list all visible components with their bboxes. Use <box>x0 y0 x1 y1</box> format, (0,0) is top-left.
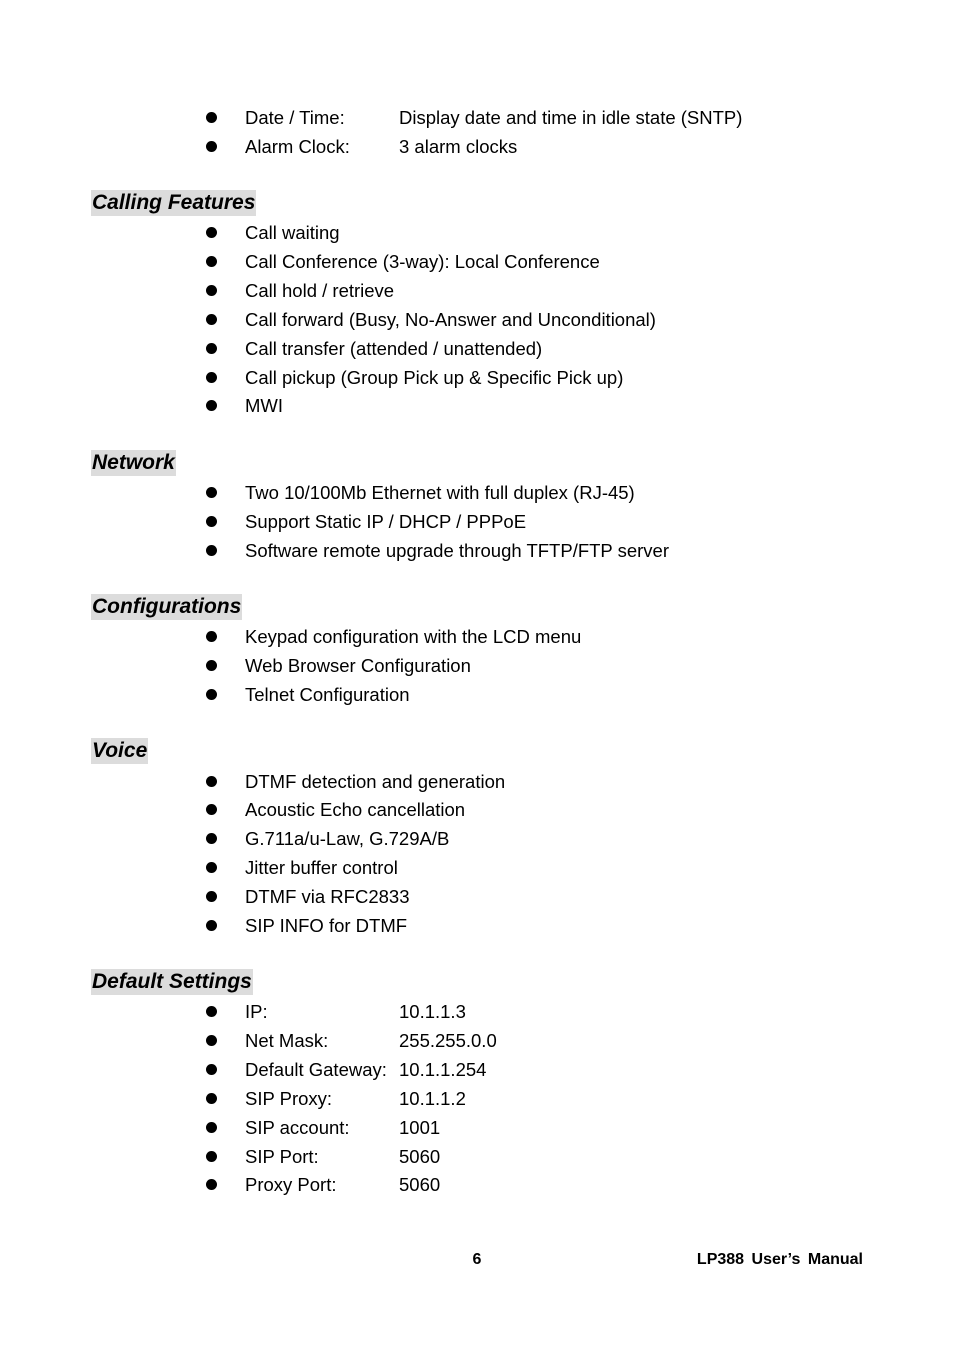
item-text: G.711a/u-Law, G.729A/B <box>245 828 450 849</box>
bullet-icon <box>206 285 217 296</box>
bullet-icon <box>206 776 217 787</box>
setting-label: Default Gateway: <box>245 1059 387 1080</box>
item-value: Display date and time in idle state (SNTP) <box>399 107 743 128</box>
page-number: 6 <box>472 1251 482 1268</box>
manual-title: LP388 User’s Manual <box>696 1251 863 1268</box>
item-text: Call forward (Busy, No-Answer and Unconditional) <box>245 309 656 330</box>
bullet-icon <box>206 1093 217 1104</box>
section-heading-voice: Voice <box>92 739 148 762</box>
setting-value: 10.1.1.2 <box>399 1088 466 1109</box>
item-text: Telnet Configuration <box>245 684 410 705</box>
bullet-icon <box>206 1064 217 1075</box>
section-heading-configurations: Configurations <box>92 595 242 618</box>
setting-value: 5060 <box>399 1146 441 1167</box>
item-text: Web Browser Configuration <box>245 655 471 676</box>
bullet-icon <box>206 891 217 902</box>
bullet-icon <box>206 400 217 411</box>
bullet-icon <box>206 112 217 123</box>
setting-label: SIP account: <box>245 1117 350 1138</box>
item-text: Call Conference (3-way): Local Conference <box>245 251 600 272</box>
bullet-icon <box>206 1179 217 1190</box>
item-text: Call pickup (Group Pick up & Specific Pick up) <box>245 367 624 388</box>
setting-value: 5060 <box>399 1174 441 1195</box>
item-text: SIP INFO for DTMF <box>245 915 408 936</box>
bullet-icon <box>206 256 217 267</box>
bullet-icon <box>206 1122 217 1133</box>
item-text: Software remote upgrade through TFTP/FTP server <box>245 540 669 561</box>
item-text: DTMF detection and generation <box>245 771 506 792</box>
bullet-icon <box>206 1006 217 1017</box>
item-text: MWI <box>245 395 284 416</box>
bullet-icon <box>206 660 217 671</box>
bullet-icon <box>206 1035 217 1046</box>
item-text: DTMF via RFC2833 <box>245 886 410 907</box>
item-text: Keypad configuration with the LCD menu <box>245 626 582 647</box>
bullet-icon <box>206 314 217 325</box>
bullet-icon <box>206 920 217 931</box>
bullet-icon <box>206 804 217 815</box>
item-text: Support Static IP / DHCP / PPPoE <box>245 511 527 532</box>
item-text: Two 10/100Mb Ethernet with full duplex (RJ-45) <box>245 482 635 503</box>
bullet-icon <box>206 631 217 642</box>
setting-label: SIP Proxy: <box>245 1088 333 1109</box>
bullet-icon <box>206 343 217 354</box>
item-text: Jitter buffer control <box>245 857 398 878</box>
item-text: Call transfer (attended / unattended) <box>245 338 543 359</box>
bullet-icon <box>206 862 217 873</box>
bullet-icon <box>206 545 217 556</box>
item-text: Call waiting <box>245 222 340 243</box>
item-text: Acoustic Echo cancellation <box>245 799 466 820</box>
item-text: Call hold / retrieve <box>245 280 395 301</box>
bullet-icon <box>206 487 217 498</box>
bullet-icon <box>206 141 217 152</box>
bullet-icon <box>206 1151 217 1162</box>
section-heading-calling-features: Calling Features <box>92 191 256 214</box>
setting-label: Net Mask: <box>245 1030 329 1051</box>
setting-label: Proxy Port: <box>245 1174 337 1195</box>
bullet-icon <box>206 227 217 238</box>
setting-value: 255.255.0.0 <box>399 1030 497 1051</box>
item-value: 3 alarm clocks <box>399 136 518 157</box>
bullet-icon <box>206 689 217 700</box>
bullet-icon <box>206 833 217 844</box>
setting-value: 10.1.1.3 <box>399 1001 466 1022</box>
item-label: Alarm Clock: <box>245 136 350 157</box>
section-heading-network: Network <box>92 451 175 474</box>
setting-value: 10.1.1.254 <box>399 1059 487 1080</box>
bullet-icon <box>206 516 217 527</box>
item-label: Date / Time: <box>245 107 345 128</box>
setting-label: IP: <box>245 1001 268 1022</box>
section-heading-default-settings: Default Settings <box>92 970 252 993</box>
setting-label: SIP Port: <box>245 1146 319 1167</box>
setting-value: 1001 <box>399 1117 441 1138</box>
bullet-icon <box>206 372 217 383</box>
